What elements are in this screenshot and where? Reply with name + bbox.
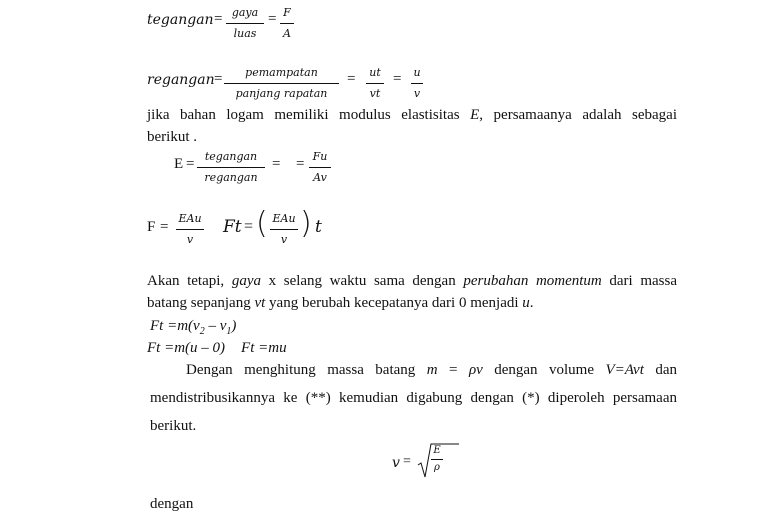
text-run: = [437,362,469,378]
paragraph-line: berikut . [147,129,197,145]
text-run: yang berubah kecepatanya dari 0 menjadi [265,295,523,311]
fraction-bar [280,23,294,24]
text-run-italic: m [426,362,438,378]
eq4-num-1: EAu [178,212,202,225]
eq3-equals: = [186,156,195,172]
eq3-den-1: regangan [204,171,258,184]
eq1-equals-2: = [268,11,277,27]
paragraph-line [147,104,677,126]
eq2-den-1: panjang rapatan [235,87,328,100]
text-run: dengan volume [482,362,606,378]
eq4-lhs: F [147,219,156,235]
eq1-num-2: F [283,6,291,19]
text-run-italic: u [522,295,530,311]
eq2-num-2: ut [369,66,381,79]
fraction-bar [226,23,264,24]
eq4-fraction-2 [270,212,298,247]
text-run: dari massa [601,273,678,289]
eq1-fraction-2 [280,6,294,41]
subscript: 1 [226,326,232,337]
eq4-den-2: v [280,233,288,246]
eq2-equals-2: = [347,71,356,87]
fraction-bar [197,167,265,168]
right-paren: ) [300,206,312,241]
paragraph-line: dengan [150,496,194,512]
eq2-fraction-3 [411,66,423,101]
fraction-bar [366,83,384,84]
eq4-num-2: EAu [272,212,296,225]
eq7-lhs: v [392,455,400,471]
fraction-bar [431,459,443,460]
fraction-bar [224,83,339,84]
text-run: Ft =m(u – 0) [147,340,226,356]
subscript: 2 [199,326,205,337]
eq1-equals: = [214,11,223,27]
equation-line [147,337,287,359]
eq7-equals: = [403,454,411,469]
text-run: batang sepanjang [147,295,255,311]
eq3-num-2: Fu [312,150,328,163]
fraction-bar [309,167,331,168]
paragraph-line [147,292,534,314]
eq4-den-1: v [186,233,194,246]
eq2-num-1: pemampatan [245,66,318,79]
fraction-bar [270,229,298,230]
text-run-italic: perubahan momentum [463,273,602,289]
fraction-bar [176,229,204,230]
eq1-num-1: gaya [231,6,259,19]
eq2-equals: = [214,71,223,87]
left-paren: ( [256,206,268,241]
paragraph-line: berikut. [150,418,197,434]
eq2-num-3: u [413,66,421,79]
eq3-equals-2: = [272,156,281,172]
paragraph-line: mendistribusikannya ke (**) kemudian digabung dengan (*) diperoleh persamaan [150,390,677,406]
eq2-fraction-2 [366,66,384,101]
text-run: dan [643,362,677,378]
eq2-den-2: vt [369,87,381,100]
text-run: – v [204,318,227,334]
eq1-lhs: tegangan [147,12,214,28]
text-run: Ft =m(v [150,318,200,334]
eq3-num-1: tegangan [204,150,258,163]
paragraph-line [147,270,677,292]
eq2-lhs: regangan [147,72,215,88]
eq3-fraction-2 [309,150,331,185]
paragraph-line [186,359,677,381]
text-run: jika bahan logam memiliki modulus elastisitas [147,107,471,123]
eq3-den-2: Av [313,171,327,184]
eq7-num: E [433,445,441,456]
eq1-fraction-1 [226,6,264,41]
text-run: ) [231,318,237,334]
text-run-italic: ρv [468,362,483,378]
eq4-equals: = [160,219,169,235]
eq3-lhs: E [174,156,184,172]
eq1-den-1: luas [233,27,257,40]
text-run: Ft =mu [241,340,287,356]
eq1-den-2: A [283,27,291,40]
text-run: . [529,295,534,311]
text-run-italic: E [470,107,480,123]
text-run-italic: V=Avt [605,362,644,378]
eq2-equals-3: = [393,71,402,87]
eq4-fraction-1 [176,212,204,247]
eq3-fraction-1 [197,150,265,185]
eq4-equals-2: = [244,218,254,235]
eq7-den: ρ [434,462,440,473]
text-run-italic: gaya [231,273,261,289]
text-run-italic: vt [254,295,266,311]
text-run: x selang waktu sama dengan [260,273,464,289]
eq7-fraction [431,445,443,474]
eq4-lhs-2: Ft [223,217,242,237]
eq3-equals-3: = [296,156,305,172]
text-run: , persamaanya adalah sebagai [479,107,677,123]
eq2-den-3: v [413,87,421,100]
text-run: Dengan menghitung massa batang [186,362,427,378]
text-run: Akan tetapi, [147,273,232,289]
eq4-t: t [315,217,322,237]
fraction-bar [411,83,423,84]
eq2-fraction-1 [224,66,339,101]
